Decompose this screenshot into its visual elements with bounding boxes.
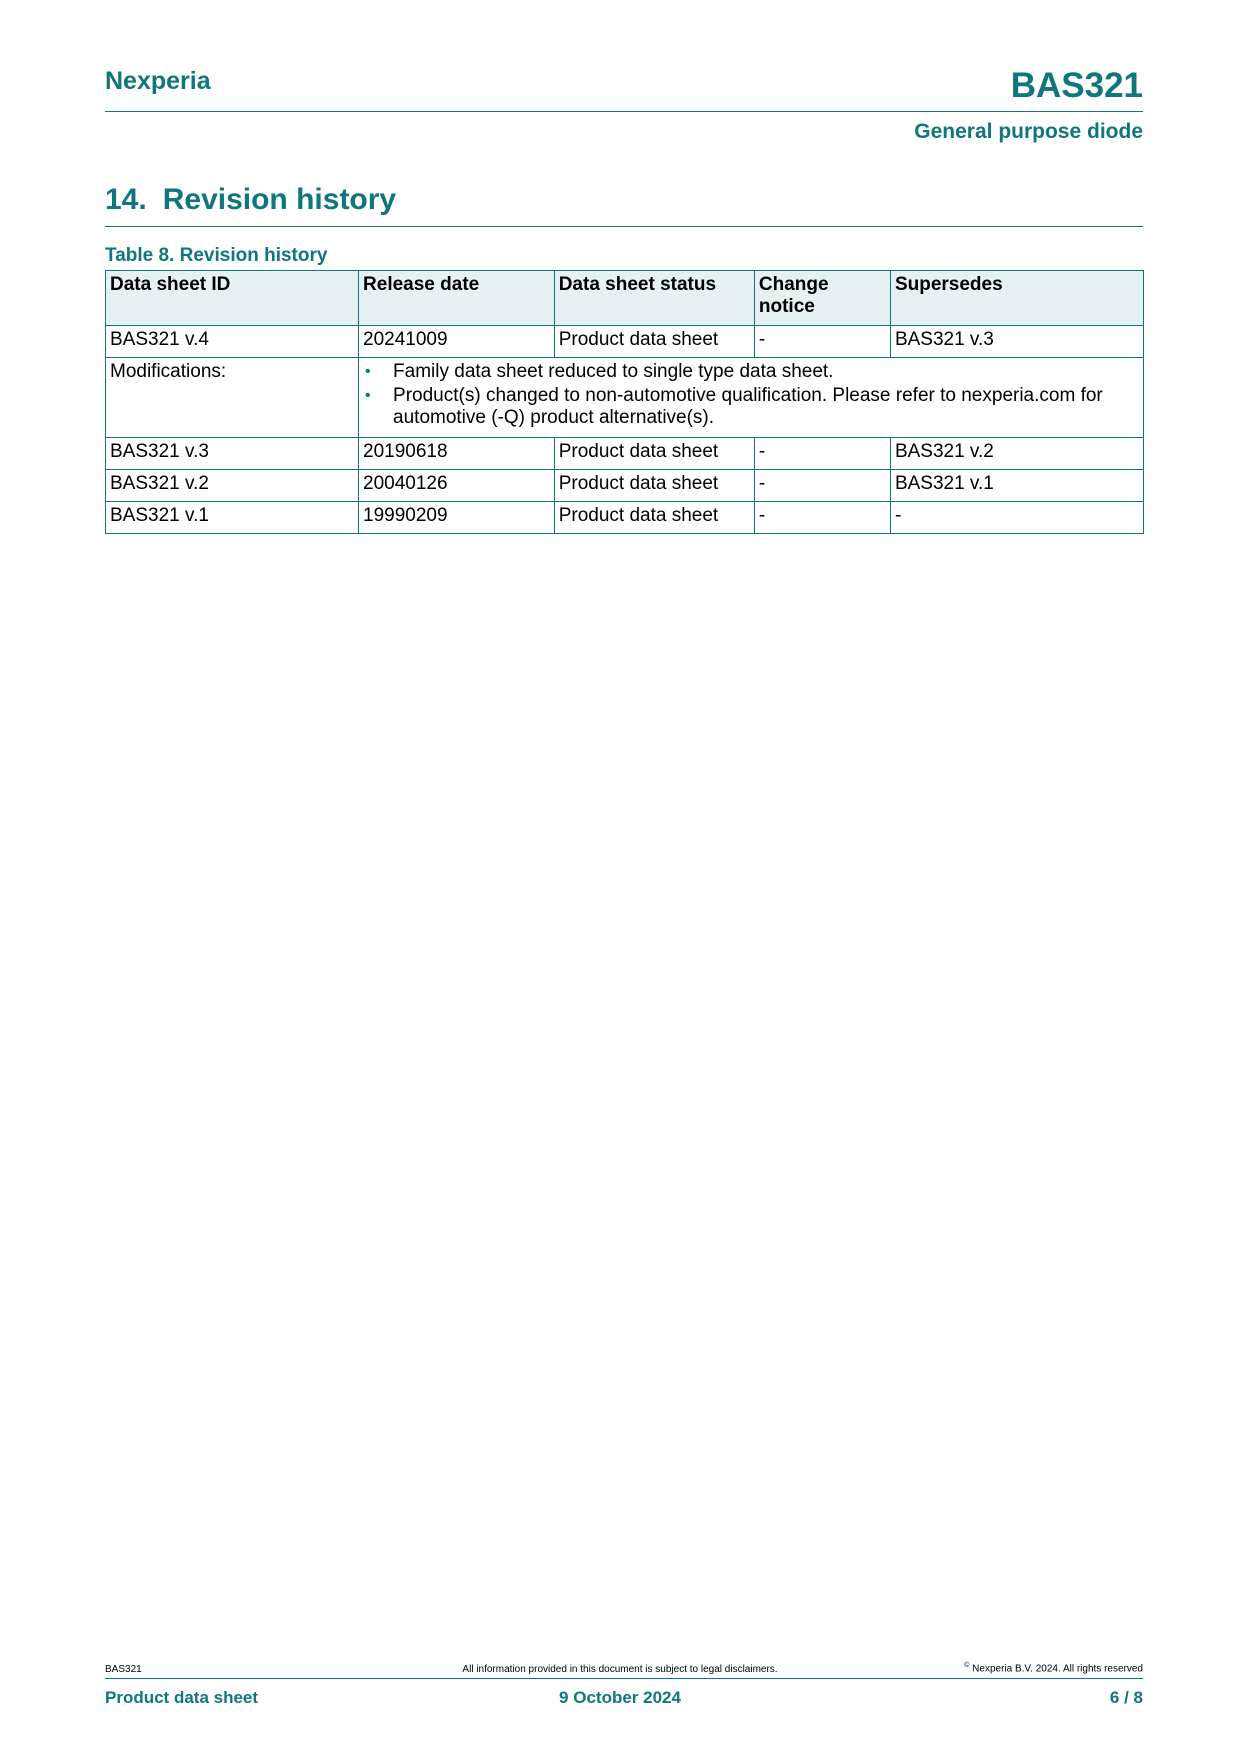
section-heading <box>105 183 396 217</box>
cell-date: 20241009 <box>359 326 555 358</box>
cell-change: - <box>754 438 890 470</box>
modifications-label: Modifications: <box>106 358 359 438</box>
footer-legal-notice: All information provided in this document is subject to legal disclaimers. <box>462 1664 778 1675</box>
cell-status: Product data sheet <box>554 502 754 534</box>
modification-text: Product(s) changed to non-automotive qualification. Please refer to nexperia.com for automotive (-Q) product alternative(s). <box>393 385 1103 428</box>
cell-change: - <box>754 470 890 502</box>
cell-supersedes: - <box>890 502 1143 534</box>
footer-doc-type: Product data sheet <box>105 1688 259 1707</box>
modification-text: Family data sheet reduced to single type data sheet. <box>393 361 834 382</box>
cell-status: Product data sheet <box>554 326 754 358</box>
cell-id: BAS321 v.2 <box>106 470 359 502</box>
bullet-icon: • <box>365 387 371 404</box>
cell-date: 20040126 <box>359 470 555 502</box>
modifications-row <box>106 358 1144 438</box>
cell-id: BAS321 v.3 <box>106 438 359 470</box>
revision-history-table <box>105 270 1144 534</box>
col-header-data-sheet-id: Data sheet ID <box>106 271 359 326</box>
cell-status: Product data sheet <box>554 470 754 502</box>
copyright-text: Nexperia B.V. 2024. All rights reserved <box>972 1663 1143 1675</box>
col-header-release-date: Release date <box>359 271 555 326</box>
cell-change: - <box>754 502 890 534</box>
product-name: BAS321 <box>1010 66 1143 105</box>
footer-copyright <box>964 1662 1143 1674</box>
col-header-change-notice: Change notice <box>754 271 890 326</box>
product-subtitle: General purpose diode <box>914 120 1143 143</box>
modifications-list <box>363 361 1139 429</box>
cell-date: 19990209 <box>359 502 555 534</box>
section-number: 14. <box>105 183 147 216</box>
company-name: Nexperia <box>105 67 211 95</box>
footer-date: 9 October 2024 <box>559 1688 681 1707</box>
cell-status: Product data sheet <box>554 438 754 470</box>
header-divider <box>105 111 1143 112</box>
footer-doc-id: BAS321 <box>105 1664 142 1675</box>
col-header-supersedes: Supersedes <box>890 271 1143 326</box>
cell-supersedes: BAS321 v.3 <box>890 326 1143 358</box>
cell-date: 20190618 <box>359 438 555 470</box>
cell-change: - <box>754 326 890 358</box>
cell-supersedes: BAS321 v.2 <box>890 438 1143 470</box>
col-header-status: Data sheet status <box>554 271 754 326</box>
footer-divider <box>105 1678 1143 1679</box>
table-header-row <box>106 271 1144 326</box>
list-item <box>363 385 1139 429</box>
bullet-icon: • <box>365 363 371 380</box>
section-divider <box>105 226 1143 227</box>
page-number: 6 / 8 <box>1109 1688 1143 1707</box>
cell-id: BAS321 v.1 <box>106 502 359 534</box>
table-row <box>106 470 1144 502</box>
section-title: Revision history <box>162 183 397 216</box>
list-item <box>363 361 1139 383</box>
table-row <box>106 326 1144 358</box>
cell-supersedes: BAS321 v.1 <box>890 470 1143 502</box>
cell-id: BAS321 v.4 <box>106 326 359 358</box>
modifications-cell <box>359 358 1144 438</box>
copyright-mark: © <box>964 1662 970 1669</box>
table-row <box>106 438 1144 470</box>
table-row <box>106 502 1144 534</box>
table-caption: Table 8. Revision history <box>105 245 328 266</box>
